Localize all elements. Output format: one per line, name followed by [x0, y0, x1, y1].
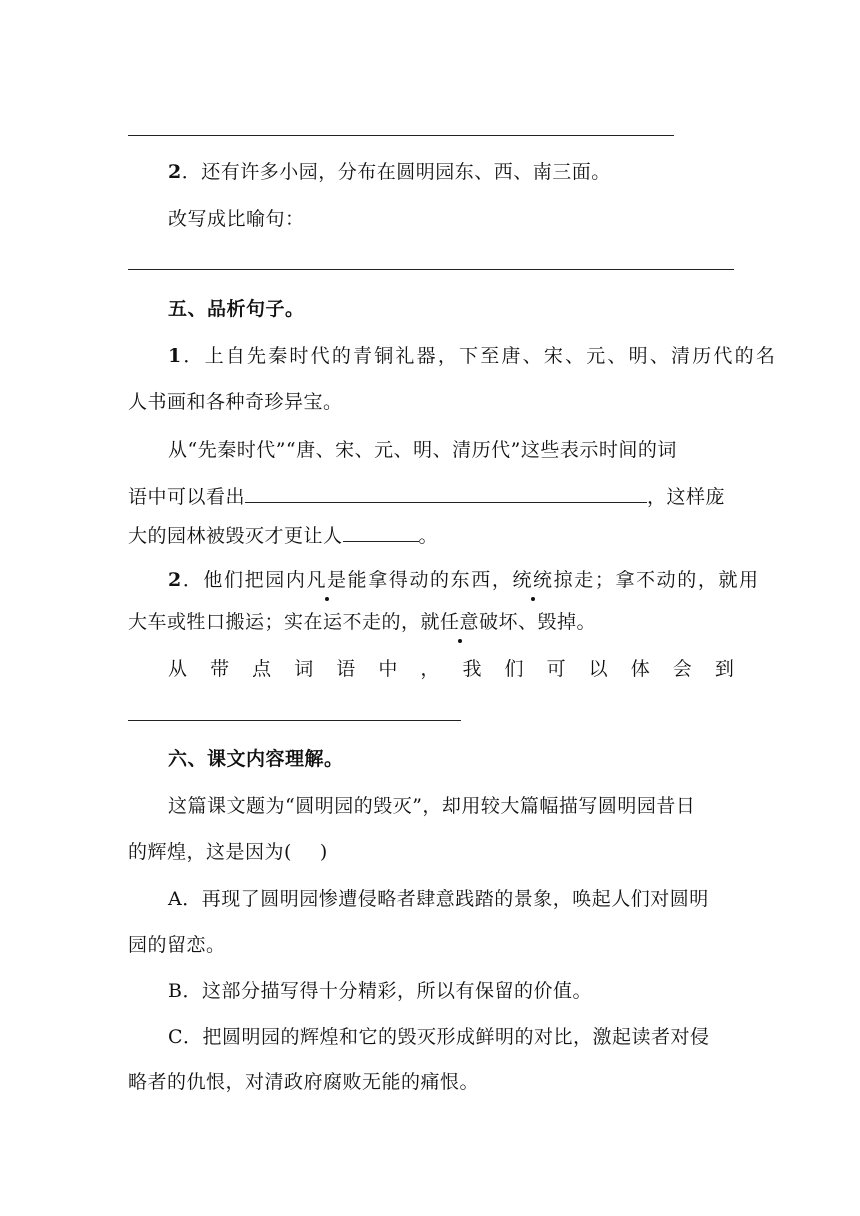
item-1-prompt-1: 从“先秦时代”“唐、宋、元、明、清历代”这些表示时间的词: [168, 439, 677, 461]
question-2: [168, 158, 611, 186]
item-text: ．上自先秦时代的青铜礼器，下至唐、宋、元、明、清历代的名: [183, 345, 778, 367]
prompt-char: 们: [504, 658, 524, 680]
prompt-char: 会: [672, 658, 692, 680]
prompt-text: 语中可以看出: [128, 486, 246, 508]
question-text: ．还有许多小园，分布在圆明园东、西、南三面。: [181, 161, 611, 183]
question-stem-1: 这篇课文题为“圆明园的毁灭”，却用较大篇幅描写圆明园昔日: [168, 795, 696, 817]
answer-line[interactable]: [128, 720, 461, 721]
prompt-text: 。: [418, 525, 439, 547]
item-text: 破坏、毁掉。: [479, 611, 597, 633]
prompt-char: 点: [252, 658, 272, 680]
prompt-text: ，这样庞: [647, 486, 726, 508]
answer-line: [128, 269, 734, 270]
stem-text: ): [319, 841, 328, 863]
option-c-line-1[interactable]: C．把圆明园的辉煌和它的毁灭形成鲜明的对比，激起读者对侵: [168, 1026, 710, 1048]
section-title: 五、品析句子。: [168, 298, 305, 320]
fill-blank[interactable]: [245, 482, 647, 503]
answer-line: [128, 135, 674, 136]
item-text: 大车或牲口搬运；实在运不走的，就: [128, 611, 441, 633]
section-title: 六、课文内容理解。: [168, 748, 344, 770]
item-text: 能拿得动的东西，: [347, 569, 513, 591]
prompt-char: 中: [378, 658, 398, 680]
item-text: ．他们把园内: [182, 569, 307, 591]
question-stem-2: [128, 838, 328, 866]
item-number: 1: [168, 345, 184, 367]
fill-blank[interactable]: [343, 521, 419, 542]
option-a-line-2[interactable]: 园的留恋。: [128, 934, 226, 956]
item-text: 掠走；拿不动的，就用: [553, 569, 760, 591]
item-1-prompt-3: [128, 521, 438, 550]
question-number: 2: [168, 161, 182, 183]
prompt-char: 可: [546, 658, 566, 680]
item-number: 2: [168, 569, 183, 591]
item-2-line-1: [168, 566, 760, 594]
prompt-char: 以: [588, 658, 608, 680]
dotted-word: 统统: [512, 566, 553, 594]
stem-text: 的辉煌，这是因为(: [128, 841, 292, 863]
prompt-char: 我: [462, 658, 482, 680]
dotted-word: 凡是: [306, 566, 347, 594]
option-b[interactable]: B．这部分描写得十分精彩，所以有保留的价值。: [168, 980, 592, 1002]
option-c-line-2[interactable]: 略者的仇恨，对清政府腐败无能的痛恨。: [128, 1071, 480, 1093]
item-1-line-2: 人书画和各种奇珍异宝。: [128, 391, 343, 413]
prompt-char: 从: [168, 658, 188, 680]
item-2-prompt: [168, 655, 734, 683]
prompt-char: 带: [210, 658, 230, 680]
prompt-char: 语: [336, 658, 356, 680]
rewrite-instruction: 改写成比喻句：: [168, 208, 305, 230]
item-1-line-1: [168, 342, 777, 370]
item-1-prompt-2: [128, 482, 725, 511]
dotted-word: 任意: [440, 608, 479, 636]
prompt-char: 到: [714, 658, 734, 680]
option-a-line-1[interactable]: A．再现了圆明园惨遭侵略者肆意践踏的景象，唤起人们对圆明: [168, 888, 709, 910]
prompt-char: ，: [420, 658, 440, 680]
prompt-char: 词: [294, 658, 314, 680]
item-2-line-2: [128, 608, 596, 636]
prompt-text: 大的园林被毁灭才更让人: [128, 525, 343, 547]
prompt-char: 体: [630, 658, 650, 680]
